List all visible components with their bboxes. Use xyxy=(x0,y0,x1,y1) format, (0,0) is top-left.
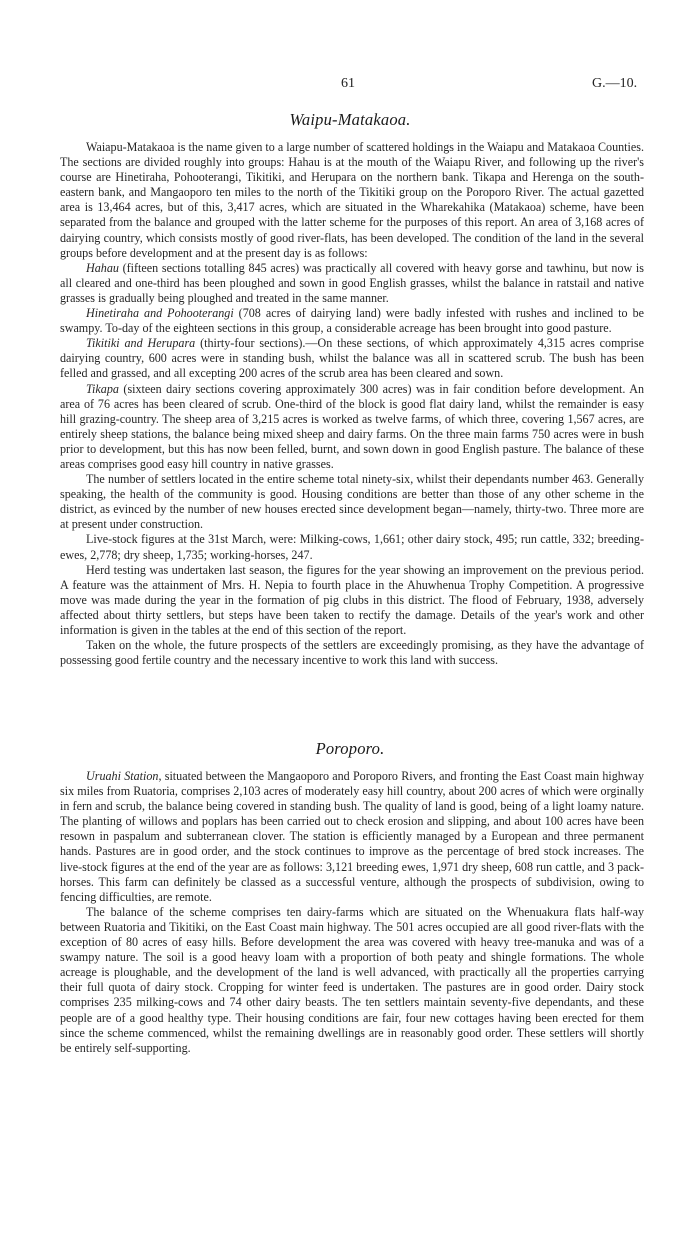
paragraph xyxy=(60,336,644,381)
paragraph-text: (708 acres of dairying land) were badly infested with rushes and inclined to be swampy. To-day of the eighteen sections in this group, a considerable acreage has been brought into good pasture. xyxy=(60,306,644,336)
paragraph xyxy=(60,563,644,638)
paragraph-text: Herd testing was undertaken last season, the figures for the year showing an improvement on the previous period. A feature was the attainment of Mrs. H. Nepia to fourth place in the Ahuwhenua Trophy Competition. A progressive move was made during the year in the formation of pig clubs in this district. The flood of February, 1938, adversely affected about thirty settlers, but steps have been taken to rectify the damage. Details of the year's work and other information is given in the tables at the end of this section of the report. xyxy=(60,562,644,637)
paragraph-text: (thirty-four sections).—On these sections, of which approximately 4,315 acres comprise dairying country, 600 acres were in standing bush, whilst the balance was all in scattered scrub. The bush has been felled and grassed, and all excepting 200 acres of the scrub area has been cleared and sown. xyxy=(60,336,644,381)
paragraph xyxy=(60,472,644,532)
paragraph-text: , situated between the Mangaoporo and Poroporo Rivers, and fronting the East Coast main highway six miles from Ruatoria, comprises 2,103 acres of moderately easy hill country, about 200 acres of which were orginally in fern and scrub, the balance being covered in standing bush. The quality of land is good, being of a light loamy nature. The planting of willows and poplars has been carried out to check erosion and slipping, and about 100 acres have been resown in paspalum and subterranean clover. The station is efficiently managed by a European and three permanent hands. Pastures are in good order, and the stock continues to improve as the percentage of bred stock increases. The live-stock figures at the end of the year are as follows: 3,121 breeding ewes, 1,971 dry sheep, 608 run cattle, and 3 pack-horses. This farm can definitely be classed as a successful venture, although the prospects of subdivision, owing to fencing difficulties, are remote. xyxy=(60,769,644,904)
paragraph xyxy=(60,905,644,1056)
paragraph xyxy=(60,382,644,473)
paragraph-text: The number of settlers located in the entire scheme total ninety-six, whilst their dependants number 463. Generally speaking, the health of the community is good. Housing conditions are better than those of any other scheme in the district, as evinced by the number of new houses erected since development began—namely, thirty-two. Three more are at present under construction. xyxy=(60,472,644,532)
paragraph-lead: Hahau xyxy=(86,260,119,275)
section-title-poroporo: Poroporo. xyxy=(315,739,385,758)
section-poroporo xyxy=(60,769,644,1056)
paragraph-text: Live-stock figures at the 31st March, were: Milking-cows, 1,661; other dairy stock, 495; run cattle, 332; breeding-ewes, 2,778; dry sheep, 1,735; working-horses, 247. xyxy=(60,532,644,562)
paragraph xyxy=(60,638,644,668)
paragraph-text: (fifteen sections totalling 845 acres) was practically all covered with heavy gorse and tawhinu, but now is all cleared and one-third has been ploughed and sown in good English grasses, whilst the balance in ratstail and native grasses is gradually being ploughed and treated in the same manner. xyxy=(60,260,644,305)
paragraph xyxy=(60,532,644,562)
paragraph xyxy=(60,306,644,336)
page-number: 61 xyxy=(341,76,355,91)
paragraph-lead: Tikapa xyxy=(86,381,119,396)
paragraph xyxy=(60,769,644,905)
paragraph-text: Taken on the whole, the future prospects of the settlers are exceedingly promising, as they have the advantage of possessing good fertile country and the necessary incentive to work this land with success. xyxy=(60,638,644,668)
paragraph xyxy=(60,140,644,261)
paragraph-text: (sixteen dairy sections covering approximately 300 acres) was in fair condition before development. An area of 76 acres has been cleared of scrub. One-third of the block is good flat dairy land, whilst the remainder is easy hill grazing-country. The sheep area of 3,215 acres is worked as twelve farms, of which three, covering 1,567 acres, are entirely sheep stations, the balance being mixed sheep and dairy farms. On the three main farms 750 acres were in bush prior to development, but this has now been felled, burnt, and sown down in good English pasture. The balance of these areas comprises good easy hill country in native grasses. xyxy=(60,381,644,471)
paragraph xyxy=(60,261,644,306)
paragraph-text: Waiapu-Matakaoa is the name given to a large number of scattered holdings in the Waiapu and Matakaoa Counties. The sections are divided roughly into groups: Hahau is at the mouth of the Waiapu River, and following up the river's course are Hinetiraha, Pohooterangi, Tikitiki, and Herupara on the northern bank. Tikapa and Herenga on the south-eastern bank, and Mangaoporo ten miles to the north of the Tikitiki group on the Poroporo River. The actual gazetted area is 13,464 acres, but of this, 3,417 acres, which are situated in the Wharekahika (Matakaoa) scheme, have been separated from the balance and grouped with the latter scheme for the purposes of this report. An area of 3,168 acres of dairying country, which consists mostly of good river-flats, has been developed. The condition of the land in the several groups before development and at the present day is as follows: xyxy=(60,140,644,260)
paragraph-lead: Tikitiki and Herupara xyxy=(86,336,196,351)
document-reference: G.—10. xyxy=(592,76,638,91)
paragraph-lead: Hinetiraha and Pohooterangi xyxy=(86,306,234,321)
section-waipu-matakaoa xyxy=(60,140,644,668)
section-title-waipu-matakaoa: Waipu-Matakaoa. xyxy=(289,110,411,129)
paragraph-text: The balance of the scheme comprises ten dairy-farms which are situated on the Whenuakura flats half-way between Ruatoria and Tikitiki, on the East Coast main highway. The 501 acres occupied are all good river-flats with the exception of 80 acres of easy hills. Before development the area was covered with heavy tree-manuka and was of a swampy nature. The soil is a good heavy loam with a proportion of both peaty and shingle formations. The whole acreage is ploughable, and the development of the land is well advanced, with practically all the properties carrying their full quota of dairy stock. Cropping for winter feed is undertaken. The pastures are in good order. Dairy stock comprises 235 milking-cows and 74 other dairy beasts. The ten settlers maintain seventy-five dependants, and these people are of a good healthy type. Their housing conditions are fair, four new cottages having been erected for them since the scheme commenced, whilst the remaining dwellings are in reasonably good order. These settlers will shortly be entirely self-supporting. xyxy=(60,904,644,1055)
paragraph-lead: Uruahi Station xyxy=(86,769,159,783)
